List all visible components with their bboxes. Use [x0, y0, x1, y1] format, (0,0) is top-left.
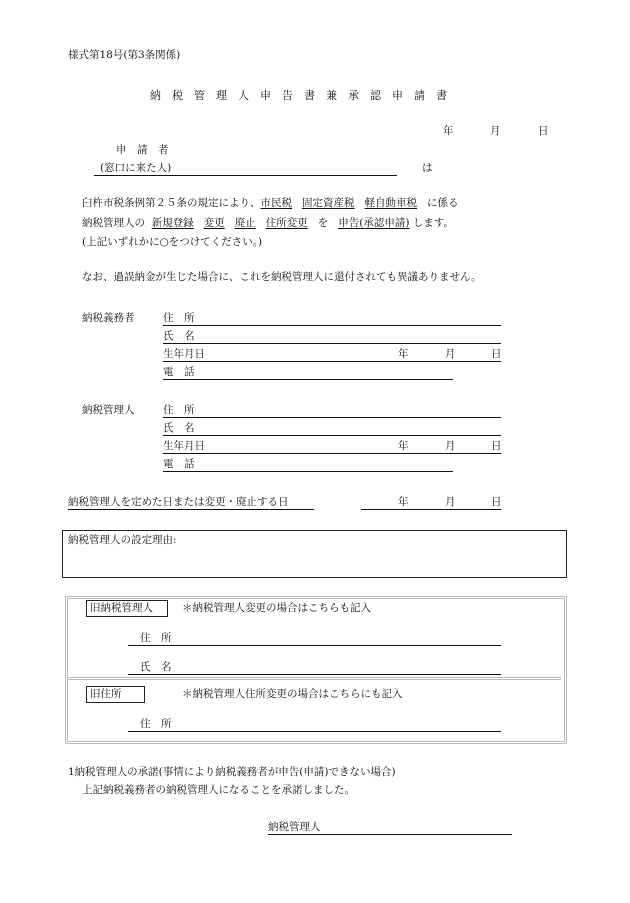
statement-line-2	[82, 218, 454, 229]
statement-line-3: (上記いずれかに○をつけてください。)	[82, 236, 263, 248]
set-date-field[interactable]	[361, 509, 501, 510]
old-manager-address-field[interactable]	[128, 645, 501, 646]
old-address-note: ＊納税管理人住所変更の場合はこちらにも記入	[182, 688, 403, 700]
set-date-label-underline	[68, 509, 314, 510]
reason-label: 納税管理人の設定理由:	[68, 534, 177, 546]
manager-name-field[interactable]	[163, 435, 501, 436]
tax-option-municipal[interactable]: 市民税	[260, 197, 292, 209]
statement-line-1	[82, 198, 459, 209]
date-month-label: 月	[490, 125, 501, 137]
statement-l1-prefix: 臼杵市税条例第２５条の規定により、	[82, 197, 261, 209]
old-manager-tag: 旧納税管理人	[86, 600, 168, 617]
applicant-suffix: は	[422, 162, 433, 174]
date-year-label: 年	[443, 125, 454, 137]
taxpayer-birth-day: 日	[491, 348, 502, 360]
taxpayer-phone-label: 電 話	[163, 366, 195, 378]
consent-signer-field[interactable]	[268, 834, 512, 835]
set-date-day: 日	[491, 496, 502, 508]
taxpayer-name-field[interactable]	[163, 343, 501, 344]
manager-address-label: 住 所	[163, 404, 195, 416]
form-number: 様式第18号(第3条関係)	[68, 49, 181, 61]
consent-heading: 1納税管理人の承諾(事情により納税義務者が申告(申請)できない場合)	[68, 766, 396, 778]
refund-note: なお、過誤納金が生じた場合に、これを納税管理人に還付されても異議ありません。	[82, 271, 482, 283]
manager-birth-year: 年	[398, 440, 409, 452]
manager-heading: 納税管理人	[82, 404, 135, 416]
manager-birth-field[interactable]	[163, 453, 501, 454]
taxpayer-birth-field[interactable]	[163, 361, 501, 362]
old-manager-note: ＊納税管理人変更の場合はこちらも記入	[182, 602, 371, 614]
manager-birth-day: 日	[491, 440, 502, 452]
tax-option-light-vehicle[interactable]: 軽自動車税	[364, 197, 418, 209]
old-address-label: 住 所	[140, 718, 172, 730]
type-option-address-change[interactable]: 住所変更	[265, 217, 308, 229]
consent-text: 上記納税義務者の納税管理人になることを承諾しました。	[82, 784, 355, 796]
taxpayer-birth-label: 生年月日	[163, 348, 205, 360]
statement-l1-suffix: に係る	[427, 197, 459, 209]
old-address-field[interactable]	[128, 731, 501, 732]
page-title: 納 税 管 理 人 申 告 書 兼 承 認 申 請 書	[150, 89, 447, 102]
consent-signer-label: 納税管理人	[268, 821, 321, 833]
old-address-tag: 旧住所	[86, 686, 145, 703]
taxpayer-heading: 納税義務者	[82, 312, 135, 324]
type-option-new[interactable]: 新規登録	[151, 217, 194, 229]
manager-phone-field[interactable]	[163, 471, 453, 472]
applicant-name-field[interactable]	[94, 175, 397, 176]
set-date-year: 年	[398, 496, 409, 508]
manager-birth-label: 生年月日	[163, 440, 205, 452]
manager-birth-month: 月	[445, 440, 456, 452]
old-manager-address-label: 住 所	[140, 632, 172, 644]
statement-l2-suffix: します。	[412, 217, 454, 229]
change-section-divider	[68, 677, 561, 680]
taxpayer-birth-year: 年	[398, 348, 409, 360]
taxpayer-phone-field[interactable]	[163, 379, 453, 380]
date-day-label: 日	[538, 125, 549, 137]
declare-option[interactable]: 申告(承認申請)	[338, 217, 410, 229]
taxpayer-address-field[interactable]	[163, 325, 501, 326]
statement-l2-wo: を	[317, 217, 329, 229]
manager-name-label: 氏 名	[163, 422, 195, 434]
taxpayer-birth-month: 月	[445, 348, 456, 360]
applicant-sublabel: (窓口に来た人)	[100, 162, 172, 174]
tax-option-property[interactable]: 固定資産税	[302, 197, 355, 209]
type-option-change[interactable]: 変更	[203, 217, 225, 229]
set-date-label: 納税管理人を定めた日または変更・廃止する日	[68, 496, 289, 508]
old-manager-name-label: 氏 名	[140, 661, 172, 673]
taxpayer-address-label: 住 所	[163, 312, 195, 324]
type-option-abolish[interactable]: 廃止	[234, 217, 256, 229]
manager-address-field[interactable]	[163, 417, 501, 418]
old-manager-name-field[interactable]	[128, 674, 501, 675]
set-date-month: 月	[445, 496, 456, 508]
manager-phone-label: 電 話	[163, 458, 195, 470]
statement-l2-prefix: 納税管理人の	[82, 217, 145, 229]
applicant-label: 申 請 者	[116, 144, 169, 156]
taxpayer-name-label: 氏 名	[163, 330, 195, 342]
